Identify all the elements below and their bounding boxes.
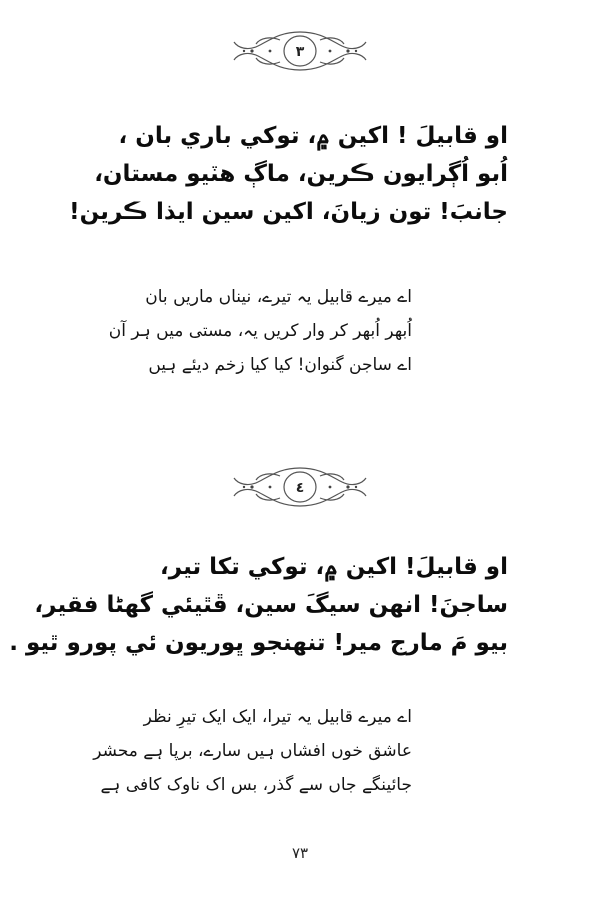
ornament-top (0, 26, 600, 76)
flourish-divider-icon (230, 462, 370, 512)
urdu-line: جائینگے جاں سے گذر، بس اک ناوک کافی ہے (100, 775, 412, 795)
sindhi-line: او قابيلَ! اکين ۾، توکي تکا تير، (160, 554, 508, 580)
sindhi-stanza-2 (0, 548, 600, 662)
sindhi-line: او قابيلَ ! اکين ۾، توکي باري بان ، (118, 123, 508, 149)
flourish-divider-icon (230, 26, 370, 76)
urdu-line: عاشق خوں افشاں ہیں سارے، برپا ہے محشر (93, 741, 412, 761)
ornament-middle (0, 462, 600, 512)
sindhi-line: بيو مَ مارج مير! تنهنجو ڀوريون ئي پورو ٿيو . (9, 630, 508, 656)
urdu-line: اے ساجن گنوان! کیا کیا زخم دیئے ہیں (148, 355, 412, 375)
sindhi-line: اُبو اُڳرايون ڪرين، ماڳ هٽيو مستان، (94, 161, 508, 187)
urdu-stanza-1 (0, 280, 600, 382)
poem-number: ٤ (295, 480, 305, 496)
sindhi-line: جانبَ! تون زيانَ، اکين سين ايذا ڪرين! (69, 199, 508, 225)
urdu-stanza-2 (0, 700, 600, 802)
urdu-line: اُبھر اُبھر کر وار کریں یہ، مستی میں ہر آن (108, 321, 412, 341)
urdu-line: اے میرے قابیل یہ تیرا، ایک ایک تیرِ نظر (143, 707, 412, 727)
urdu-line: اے میرے قابیل یہ تیرے، نیناں ماریں بان (145, 287, 412, 307)
poem-number: ٣ (295, 44, 305, 60)
sindhi-stanza-1 (0, 117, 600, 231)
sindhi-line: ساجنَ! انهن سيگَ سين، ڦٿيئي گهڻا فقير، (34, 592, 508, 618)
page-number: ٧٣ (291, 844, 309, 862)
